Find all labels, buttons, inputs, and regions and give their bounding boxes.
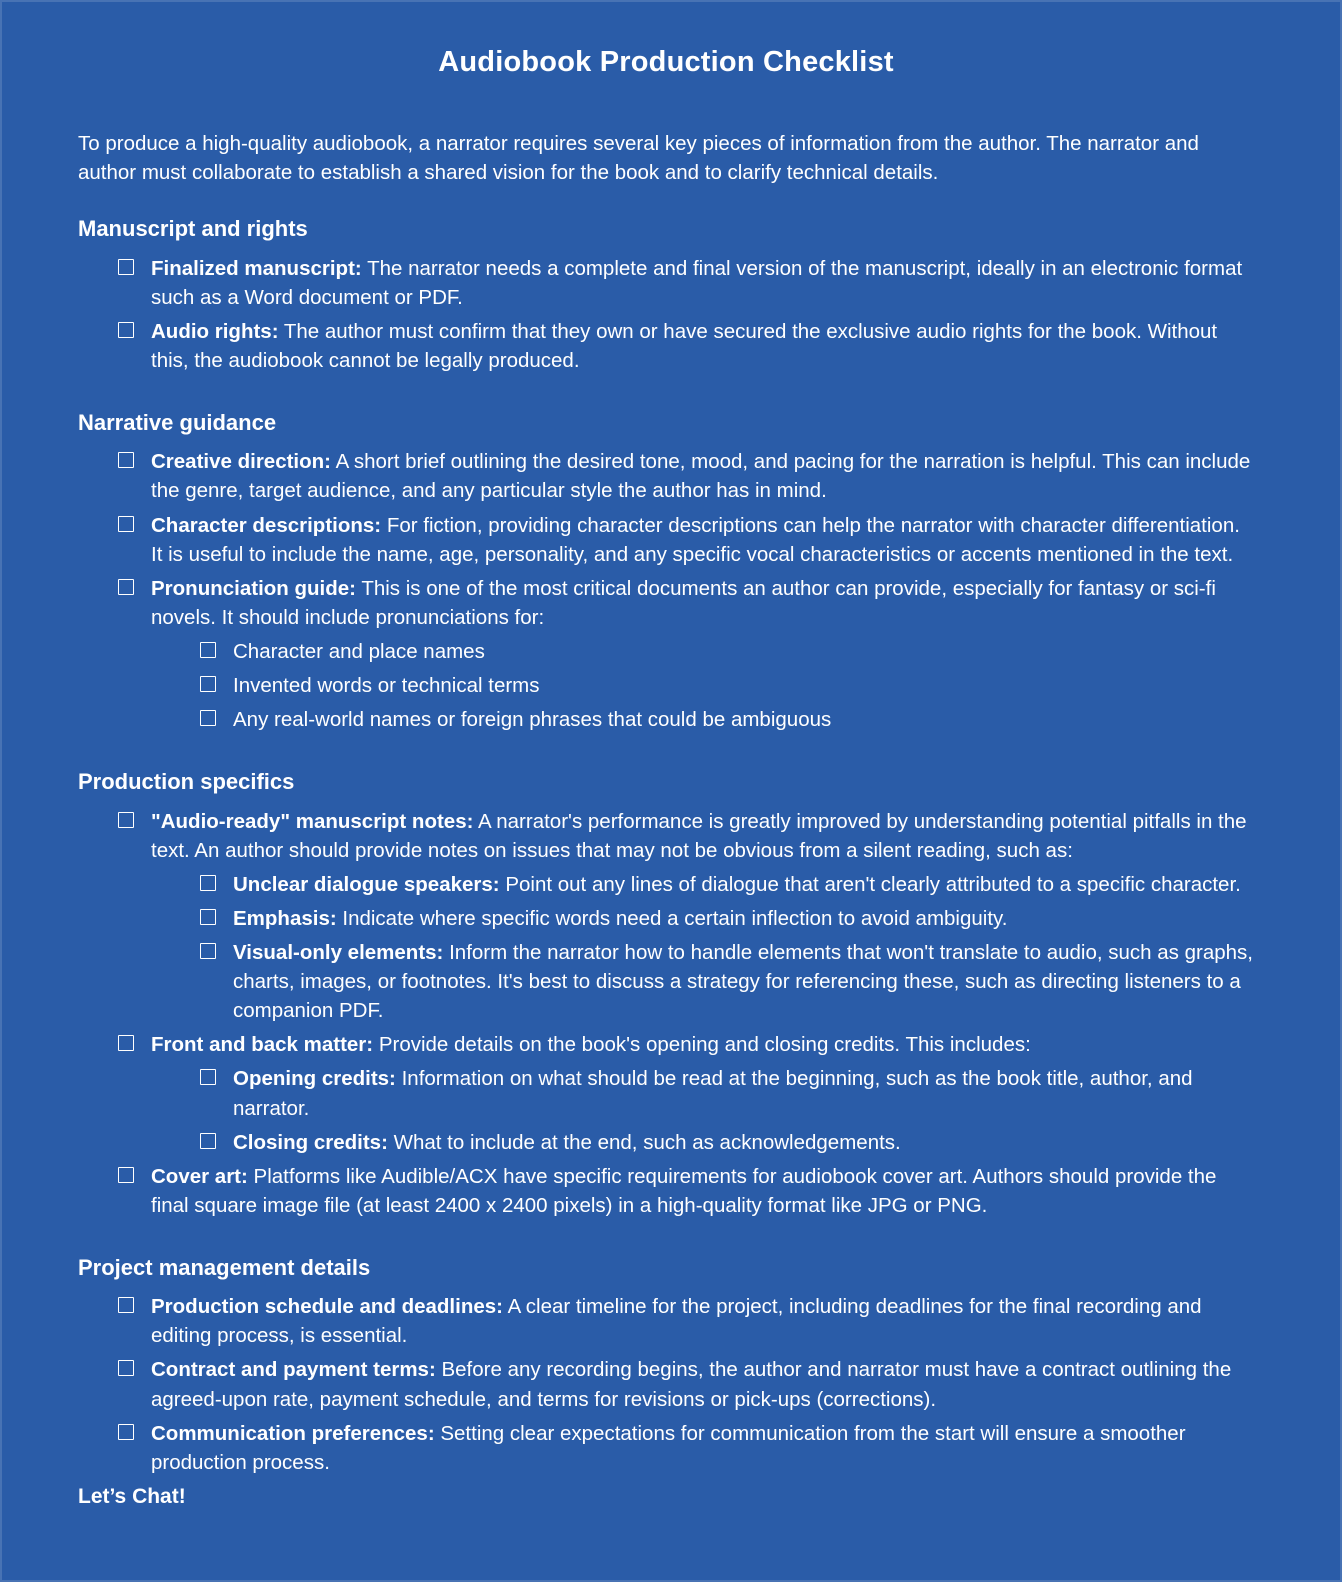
item-body: Any real-world names or foreign phrases that could be ambiguous [233, 708, 832, 732]
checkbox-icon[interactable] [118, 1360, 134, 1376]
checklist-item [118, 1355, 1254, 1413]
checkbox-icon[interactable] [200, 1069, 216, 1085]
checkbox-icon[interactable] [118, 259, 134, 275]
checklist-item [200, 870, 1254, 899]
item-body: Invented words or technical terms [233, 674, 540, 698]
section-heading: Production specifics [78, 769, 295, 795]
checklist-item [200, 671, 1254, 700]
item-body: Provide details on the book's opening and closing credits. This includes: [378, 1033, 1031, 1057]
section-heading: Project management details [78, 1254, 371, 1280]
checkbox-icon[interactable] [118, 812, 134, 828]
checkbox-icon[interactable] [200, 676, 216, 692]
item-label: Emphasis: [233, 906, 337, 930]
checklist-item [118, 1419, 1254, 1477]
item-text [233, 904, 1254, 933]
checkbox-icon[interactable] [118, 1424, 134, 1440]
item-text [233, 870, 1254, 899]
sections-container [78, 213, 1254, 1476]
intro-paragraph: To produce a high-quality audiobook, a narrator requires several key pieces of information from the author. The narrator and author must collaborate to establish a shared vision for the book and to clarify technical details. [78, 132, 1199, 185]
checklist-item [118, 511, 1254, 569]
item-body: A narrator's performance is greatly improved by understanding potential pitfalls in the text. An author should provide notes on issues that may not be obvious from a silent reading, such as: [151, 809, 1247, 862]
checklist-item [118, 1292, 1254, 1350]
checklist-item [118, 1030, 1254, 1059]
item-label: Production schedule and deadlines: [151, 1295, 503, 1319]
checkbox-icon[interactable] [118, 1035, 134, 1051]
checklist-item [118, 254, 1254, 312]
item-text [151, 1030, 1254, 1059]
item-body: The author must confirm that they own or have secured the exclusive audio rights for the book. Without this, the audiobook cannot be legally produced. [151, 319, 1218, 372]
item-body: This is one of the most critical documents an author can provide, especially for fantasy or sci-fi novels. It should include pronunciations for: [151, 576, 1216, 629]
item-body: For fiction, providing character descriptions can help the narrator with character differentiation. It is useful to include the name, age, personality, and any specific vocal characteristics or accents mentioned in the text. [151, 513, 1240, 566]
checkbox-icon[interactable] [200, 909, 216, 925]
item-body: What to include at the end, such as acknowledgements. [393, 1130, 901, 1154]
section [78, 213, 1254, 375]
item-label: Finalized manuscript: [151, 256, 362, 280]
item-text [151, 1292, 1254, 1350]
item-text [151, 447, 1254, 505]
item-body: A clear timeline for the project, including deadlines for the final recording and editing process, is essential. [151, 1295, 1202, 1348]
item-text [151, 254, 1254, 312]
checklist-item [200, 1064, 1254, 1122]
item-text [151, 317, 1254, 375]
item-text [151, 1355, 1254, 1413]
checkbox-icon[interactable] [200, 943, 216, 959]
closing-line: Let’s Chat! [78, 1484, 186, 1508]
section [78, 407, 1254, 734]
checkbox-icon[interactable] [118, 322, 134, 338]
item-label: Character descriptions: [151, 513, 382, 537]
item-label: Unclear dialogue speakers: [233, 872, 500, 896]
item-text [233, 938, 1254, 1025]
item-body: Point out any lines of dialogue that aren't clearly attributed to a specific character. [505, 872, 1241, 896]
checklist-item [118, 574, 1254, 632]
checkbox-icon[interactable] [118, 1167, 134, 1183]
checklist-item [118, 447, 1254, 505]
item-label: Closing credits: [233, 1130, 388, 1154]
item-body: The narrator needs a complete and final version of the manuscript, ideally in an electronic format such as a Word document or PDF. [151, 256, 1243, 309]
item-label: Cover art: [151, 1164, 248, 1188]
checklist-item [200, 637, 1254, 666]
item-body: A short brief outlining the desired tone, mood, and pacing for the narration is helpful. This can include the genre, target audience, and any particular style the author has in mind. [151, 450, 1251, 503]
item-text [151, 511, 1254, 569]
item-label: Pronunciation guide: [151, 576, 356, 600]
checklist-item [200, 904, 1254, 933]
item-body: Platforms like Audible/ACX have specific requirements for audiobook cover art. Authors should provide the final square image file (at least 2400 x 2400 pixels) in a high-quality format like JPG or PNG. [151, 1164, 1217, 1217]
section [78, 1252, 1254, 1477]
item-body: Inform the narrator how to handle elements that won't translate to audio, such as graphs, charts, images, or footnotes. It's best to discuss a strategy for referencing these, such as directing listeners to a companion PDF. [233, 940, 1253, 1023]
section [78, 766, 1254, 1220]
checklist-item [118, 807, 1254, 865]
item-text [151, 807, 1254, 865]
item-text [151, 1162, 1254, 1220]
checkbox-icon[interactable] [200, 1133, 216, 1149]
item-text [151, 1419, 1254, 1477]
item-text [233, 671, 1254, 700]
section-heading: Narrative guidance [78, 410, 277, 436]
item-body: Before any recording begins, the author and narrator must have a contract outlining the agreed-upon rate, payment schedule, and terms for revisions or pick-ups (corrections). [151, 1358, 1232, 1411]
checklist-item [118, 317, 1254, 375]
checklist-item [200, 938, 1254, 1025]
item-label: "Audio-ready" manuscript notes: [151, 809, 474, 833]
checkbox-icon[interactable] [118, 1297, 134, 1313]
checklist-item [118, 1162, 1254, 1220]
checkbox-icon[interactable] [200, 710, 216, 726]
item-label: Opening credits: [233, 1067, 396, 1091]
checkbox-icon[interactable] [200, 875, 216, 891]
checkbox-icon[interactable] [118, 452, 134, 468]
item-text [233, 705, 1254, 734]
item-text [233, 1064, 1254, 1122]
item-label: Creative direction: [151, 450, 331, 474]
item-body: Character and place names [233, 639, 485, 663]
page-title: Audiobook Production Checklist [438, 46, 894, 78]
checkbox-icon[interactable] [118, 579, 134, 595]
checklist-item [200, 1128, 1254, 1157]
checkbox-icon[interactable] [200, 642, 216, 658]
item-text [233, 1128, 1254, 1157]
item-label: Visual-only elements: [233, 940, 444, 964]
item-body: Indicate where specific words need a certain inflection to avoid ambiguity. [342, 906, 1008, 930]
item-text [233, 637, 1254, 666]
item-body: Information on what should be read at the beginning, such as the book title, author, and narrator. [233, 1067, 1193, 1120]
item-label: Communication preferences: [151, 1421, 435, 1445]
checklist-item [200, 705, 1254, 734]
item-label: Front and back matter: [151, 1033, 374, 1057]
item-label: Contract and payment terms: [151, 1358, 436, 1382]
checkbox-icon[interactable] [118, 516, 134, 532]
item-label: Audio rights: [151, 319, 279, 343]
item-body: Setting clear expectations for communication from the start will ensure a smoother production process. [151, 1421, 1186, 1474]
section-heading: Manuscript and rights [78, 216, 308, 242]
item-text [151, 574, 1254, 632]
